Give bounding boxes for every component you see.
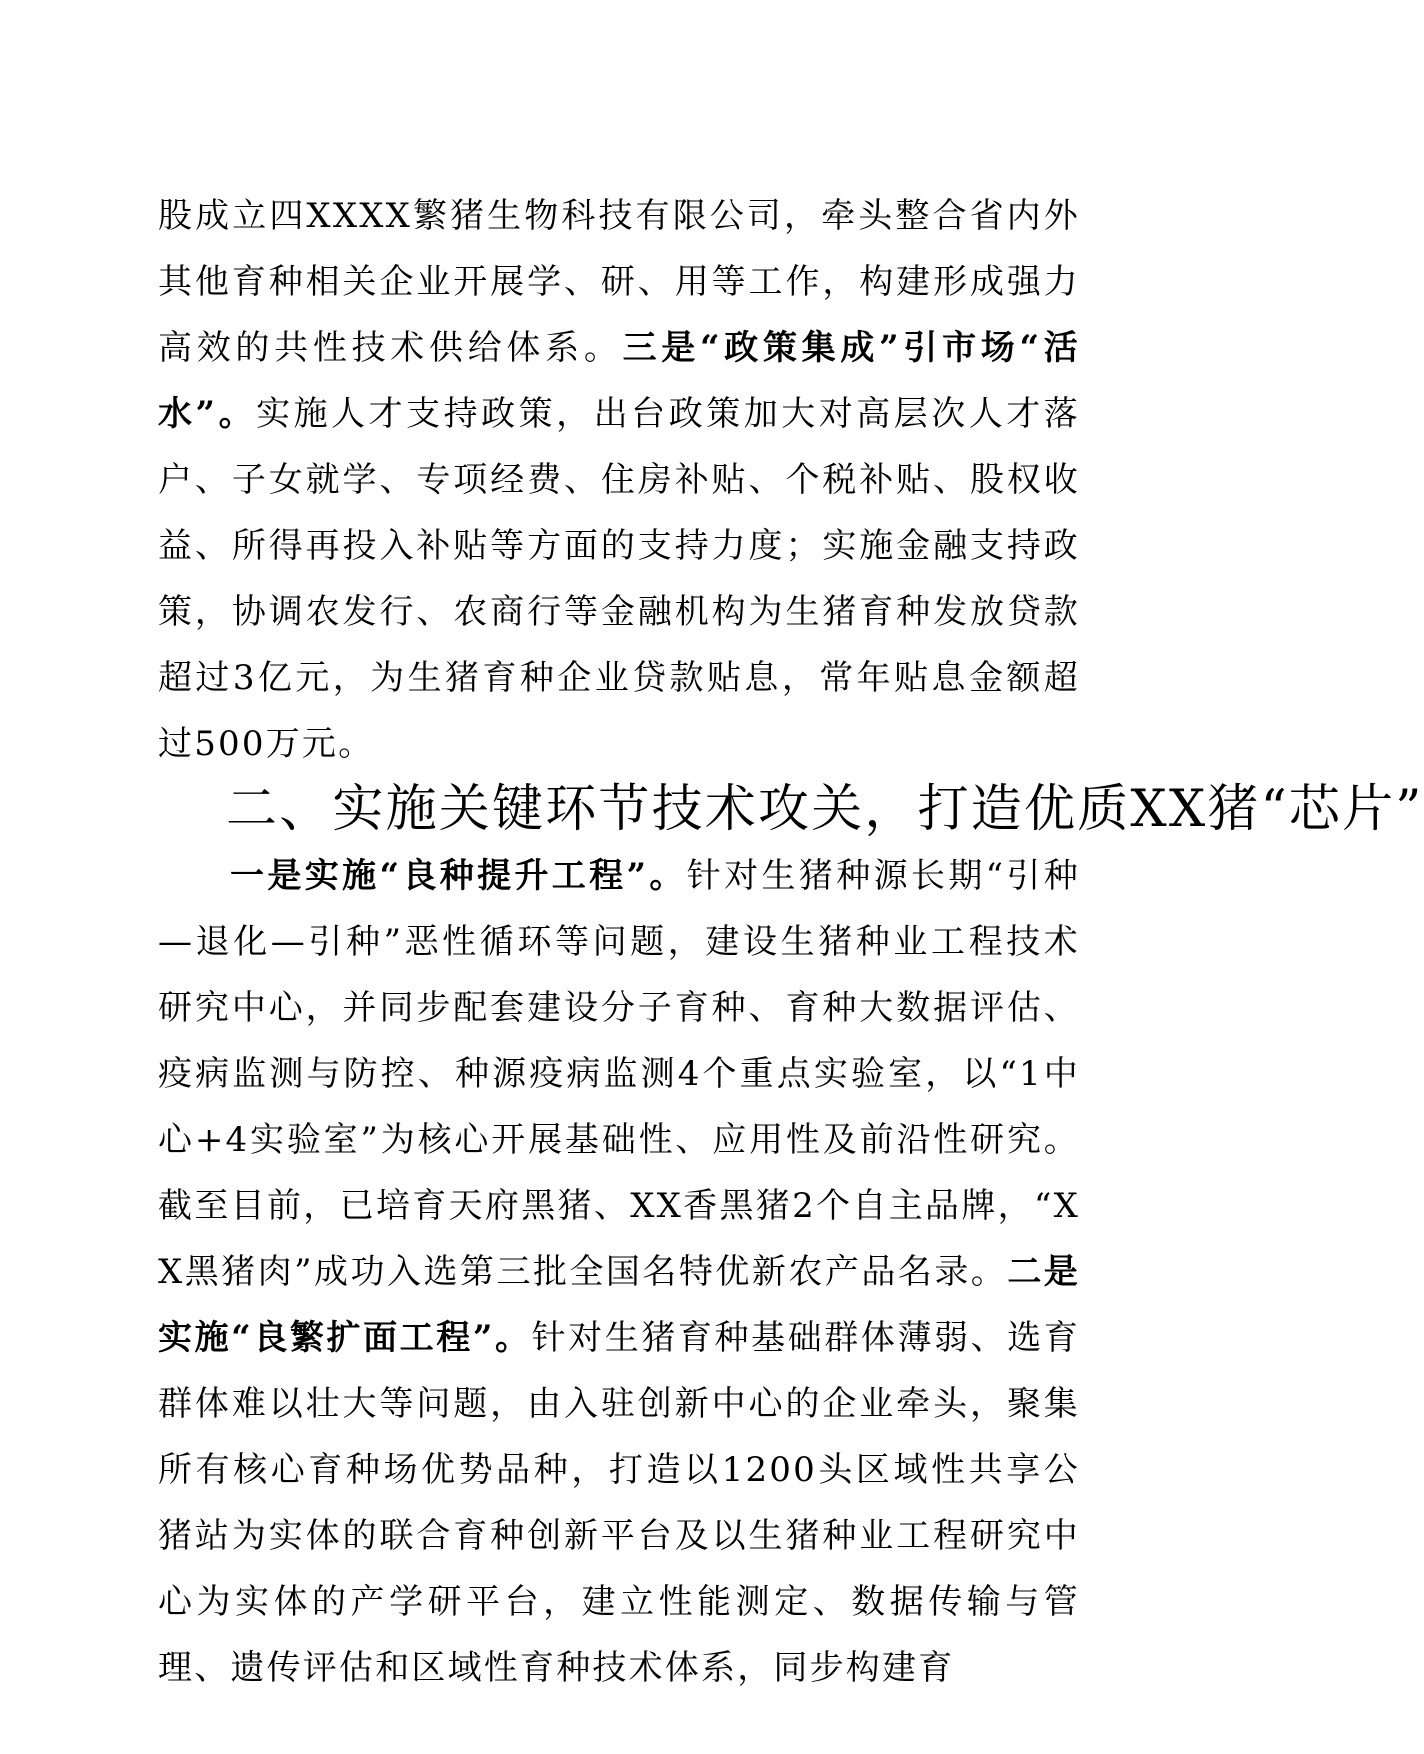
document-page: [158, 183, 1424, 1701]
paragraph-text: 股成立四XXXX繁猪生物科技有限公司，牵头整合省内外其他育种相关企业开展学、研、用等工作，构建形成强力高效的共性技术供给体系。: [158, 196, 1080, 368]
paragraph-text: 针对生猪育种基础群体薄弱、选育群体难以壮大等问题，由入驻创新中心的企业牵头，聚集所有核心育种场优势品种，打造以1200头区域性共享公猪站为实体的联合育种创新平台及以生猪种业工程研究中心为实体的产学研平台，建立性能测定、数据传输与管理、遗传评估和区域性育种技术体系，同步构建育: [158, 1318, 1080, 1688]
paragraph-text: 实施人才支持政策，出台政策加大对高层次人才落户、子女就学、专项经费、住房补贴、个税补贴、股权收益、所得再投入补贴等方面的支持力度；实施金融支持政策，协调农发行、农商行等金融机构为生猪育种发放贷款超过3亿元，为生猪育种企业贷款贴息，常年贴息金额超过500万元。: [158, 394, 1080, 764]
bold-lead-phrase: 三是“政策集成”引市场“活水”。: [158, 328, 1080, 434]
paragraph-text: 针对生猪种源长期“引种—退化—引种”恶性循环等问题，建设生猪种业工程技术研究中心，并同步配套建设分子育种、育种大数据评估、疫病监测与防控、种源疫病监测4个重点实验室，以“1中心+4实验室”为核心开展基础性、应用性及前沿性研究。截至目前，已培育天府黑猪、XX香黑猪2个自主品牌，“XX黑猪肉”成功入选第三批全国名特优新农产品名录。: [158, 856, 1080, 1292]
bold-lead-phrase: 二是实施“良繁扩面工程”。: [158, 1252, 1081, 1358]
section-heading: 二、实施关键环节技术攻关，打造优质XX猪“芯片”: [226, 780, 1424, 839]
bold-lead-phrase: 一是实施“良种提升工程”。: [230, 856, 687, 896]
body-paragraph-policy: [158, 183, 1080, 777]
body-paragraph-breeding: [158, 843, 1080, 1701]
